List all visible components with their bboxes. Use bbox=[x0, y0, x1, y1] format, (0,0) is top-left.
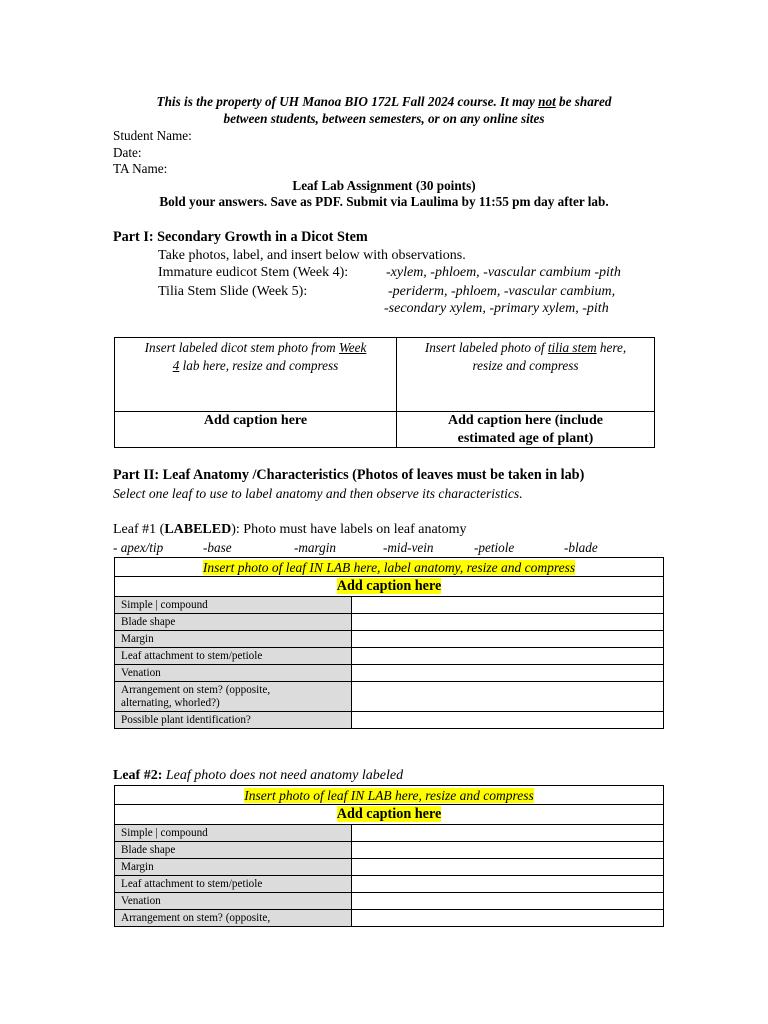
table-row bbox=[115, 631, 664, 648]
answer-cell[interactable] bbox=[352, 893, 664, 910]
assignment-instructions: Bold your answers. Save as PDF. Submit via Laulima by 11:55 pm day after lab. bbox=[159, 194, 609, 209]
tilia-caption-line1: Add caption here (include bbox=[448, 413, 603, 428]
leaf1-title-pre: Leaf #1 ( bbox=[113, 522, 165, 537]
table-row bbox=[115, 825, 664, 842]
part2-heading: Part II: Leaf Anatomy /Characteristics (Photos of leaves must be taken in lab) bbox=[113, 467, 585, 483]
anatomy-mid-vein: -mid-vein bbox=[383, 540, 434, 555]
tilia-prompt-tilia: tilia stem bbox=[547, 340, 597, 355]
table-row bbox=[115, 910, 664, 927]
part1-instruction: Take photos, label, and insert below with observations. bbox=[158, 248, 466, 263]
leaf1-photo-cell[interactable] bbox=[115, 558, 664, 577]
stem1-items: -xylem, -phloem, -vascular cambium -pith bbox=[386, 265, 621, 280]
tilia-caption-line2: estimated age of plant) bbox=[457, 431, 594, 446]
row-label: Leaf attachment to stem/petiole bbox=[115, 648, 352, 665]
row-label: Simple | compound bbox=[115, 597, 352, 614]
row-label: Venation bbox=[115, 665, 352, 682]
table-row bbox=[115, 893, 664, 910]
anatomy-petiole: -petiole bbox=[474, 540, 515, 555]
property-notice-line2: between students, between semesters, or on any online sites bbox=[223, 111, 545, 126]
notice-text-post: be shared bbox=[555, 94, 612, 109]
tilia-caption[interactable] bbox=[397, 412, 654, 448]
tilia-prompt-line2: resize and compress bbox=[472, 358, 579, 373]
row-label bbox=[115, 682, 352, 712]
row-label: Leaf attachment to stem/petiole bbox=[115, 876, 352, 893]
property-notice-line1 bbox=[0, 94, 768, 110]
table-row bbox=[115, 712, 664, 729]
leaf1-caption-cell[interactable] bbox=[115, 577, 664, 597]
leaf2-table bbox=[114, 785, 664, 927]
row-label: Possible plant identification? bbox=[115, 712, 352, 729]
dicot-prompt-pre: Insert labeled dicot stem photo from bbox=[144, 340, 340, 355]
answer-cell[interactable] bbox=[352, 859, 664, 876]
leaf2-caption-row bbox=[115, 805, 664, 825]
leaf1-title bbox=[113, 522, 466, 538]
answer-cell[interactable] bbox=[352, 825, 664, 842]
stem2-items-line1: -periderm, -phloem, -vascular cambium, bbox=[388, 284, 616, 299]
leaf2-title-italic: Leaf photo does not need anatomy labeled bbox=[162, 768, 404, 783]
tilia-photo-placeholder[interactable] bbox=[397, 339, 654, 375]
row-label: Margin bbox=[115, 631, 352, 648]
row-label-line1: Arrangement on stem? (opposite, bbox=[121, 683, 271, 696]
row-label: Venation bbox=[115, 893, 352, 910]
stem1-label: Immature eudicot Stem (Week 4): bbox=[158, 265, 349, 280]
date-label: Date: bbox=[113, 145, 142, 160]
row-label: Arrangement on stem? (opposite, bbox=[115, 910, 352, 927]
table-row bbox=[115, 614, 664, 631]
part1-heading: Part I: Secondary Growth in a Dicot Stem bbox=[113, 229, 368, 245]
answer-cell[interactable] bbox=[352, 842, 664, 859]
leaf2-title bbox=[113, 768, 403, 784]
notice-text-pre: This is the property of UH Manoa BIO 172L Fall 2024 course. It may bbox=[156, 94, 539, 109]
leaf2-photo-row bbox=[115, 786, 664, 805]
answer-cell[interactable] bbox=[352, 614, 664, 631]
ta-name-label: TA Name: bbox=[113, 161, 168, 176]
leaf2-caption: Add caption here bbox=[336, 806, 442, 822]
anatomy-base: -base bbox=[203, 540, 232, 555]
dicot-prompt-4: 4 bbox=[172, 358, 180, 373]
leaf1-caption-row bbox=[115, 577, 664, 597]
leaf2-title-bold: Leaf #2: bbox=[113, 768, 163, 783]
tilia-prompt-post: here, bbox=[596, 340, 627, 355]
leaf1-title-bold: LABELED bbox=[164, 522, 232, 537]
answer-cell[interactable] bbox=[352, 597, 664, 614]
notice-not: not bbox=[538, 94, 556, 109]
table-row bbox=[115, 597, 664, 614]
answer-cell[interactable] bbox=[352, 910, 664, 927]
stem2-items-line2: -secondary xylem, -primary xylem, -pith bbox=[384, 301, 609, 316]
table-row bbox=[115, 648, 664, 665]
row-label: Blade shape bbox=[115, 842, 352, 859]
dicot-prompt-week: Week bbox=[339, 340, 367, 355]
stem2-label: Tilia Stem Slide (Week 5): bbox=[158, 284, 308, 299]
table-row bbox=[115, 842, 664, 859]
leaf2-photo-cell[interactable] bbox=[115, 786, 664, 805]
dicot-prompt-post: lab here, resize and compress bbox=[179, 358, 339, 373]
tilia-prompt-pre: Insert labeled photo of bbox=[424, 340, 548, 355]
table-row bbox=[115, 876, 664, 893]
student-name-label: Student Name: bbox=[113, 128, 192, 143]
table-row bbox=[115, 682, 664, 712]
table-row bbox=[115, 859, 664, 876]
anatomy-blade: -blade bbox=[564, 540, 598, 555]
stem-photo-table bbox=[114, 337, 655, 448]
leaf2-photo-prompt: Insert photo of leaf IN LAB here, resize and compress bbox=[244, 787, 534, 803]
leaf1-photo-row bbox=[115, 558, 664, 577]
answer-cell[interactable] bbox=[352, 631, 664, 648]
assignment-title: Leaf Lab Assignment (30 points) bbox=[292, 178, 476, 193]
part2-subtitle: Select one leaf to use to label anatomy and then observe its characteristics. bbox=[113, 486, 523, 501]
answer-cell[interactable] bbox=[352, 665, 664, 682]
table-row bbox=[115, 665, 664, 682]
row-label-line2: alternating, whorled?) bbox=[121, 696, 220, 709]
dicot-photo-placeholder[interactable] bbox=[115, 339, 396, 375]
answer-cell[interactable] bbox=[352, 648, 664, 665]
row-label: Margin bbox=[115, 859, 352, 876]
answer-cell[interactable] bbox=[352, 712, 664, 729]
dicot-caption[interactable]: Add caption here bbox=[203, 413, 308, 428]
leaf1-caption: Add caption here bbox=[336, 578, 442, 594]
answer-cell[interactable] bbox=[352, 876, 664, 893]
row-label: Simple | compound bbox=[115, 825, 352, 842]
leaf1-title-post: ): Photo must have labels on leaf anatomy bbox=[231, 522, 467, 537]
anatomy-margin: -margin bbox=[294, 540, 337, 555]
leaf1-table bbox=[114, 557, 664, 729]
anatomy-apex: - apex/tip bbox=[113, 540, 164, 555]
row-label: Blade shape bbox=[115, 614, 352, 631]
leaf1-photo-prompt: Insert photo of leaf IN LAB here, label anatomy, resize and compress bbox=[202, 559, 576, 575]
leaf2-caption-cell[interactable] bbox=[115, 805, 664, 825]
answer-cell[interactable] bbox=[352, 682, 664, 712]
